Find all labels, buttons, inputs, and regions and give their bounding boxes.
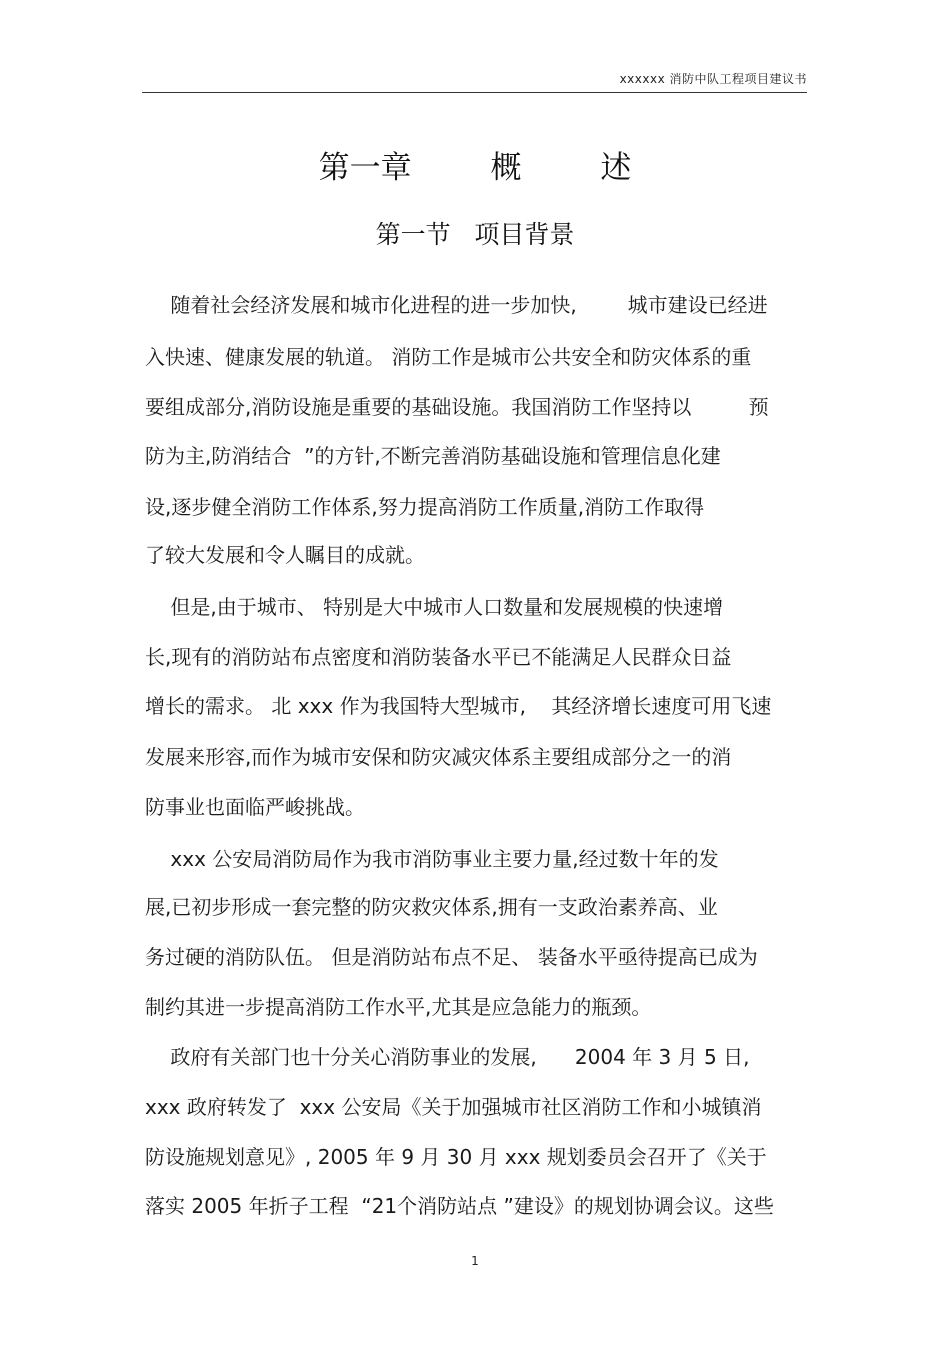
page-number: 1 — [471, 1254, 479, 1268]
body-line: 长,现有的消防站布点密度和消防装备水平已不能满足人民群众日益 — [145, 645, 732, 669]
body-line: xxx 政府转发了 xxx 公安局《关于加强城市社区消防工作和小城镇消 — [145, 1095, 762, 1119]
chapter-title: 第一章 概 述 — [318, 150, 632, 186]
body-line: xxx 公安局消防局作为我市消防事业主要力量,经过数十年的发 — [145, 847, 719, 871]
body-line: 随着社会经济发展和城市化进程的进一步加快, 城市建设已经进 — [145, 293, 768, 317]
header-divider — [142, 92, 807, 93]
body-line: 但是,由于城市、 特别是大中城市人口数量和发展规模的快速增 — [145, 595, 724, 619]
body-line: 防事业也面临严峻挑战。 — [145, 795, 365, 819]
section-title: 第一节 项目背景 — [375, 220, 575, 249]
body-line: 入快速、健康发展的轨道。 消防工作是城市公共安全和防灾体系的重 — [145, 345, 752, 369]
body-line: 展,已初步形成一套完整的防灾救灾体系,拥有一支政治素养高、业 — [145, 895, 718, 919]
body-line: 增长的需求。 北 xxx 作为我国特大型城市, 其经济增长速度可用飞速 — [145, 694, 772, 718]
body-line: 防设施规划意见》, 2005 年 9 月 30 月 xxx 规划委员会召开了《关于 — [145, 1145, 767, 1169]
body-line: 了较大发展和令人瞩目的成就。 — [145, 543, 425, 567]
body-line: 政府有关部门也十分关心消防事业的发展, 2004 年 3 月 5 日, — [145, 1045, 750, 1069]
body-line: 发展来形容,而作为城市安保和防灾减灾体系主要组成部分之一的消 — [145, 745, 732, 769]
body-line: 设,逐步健全消防工作体系,努力提高消防工作质量,消防工作取得 — [145, 495, 705, 519]
body-line: 制约其进一步提高消防工作水平,尤其是应急能力的瓶颈。 — [145, 995, 652, 1019]
body-line: 要组成部分,消防设施是重要的基础设施。我国消防工作坚持以 预 — [145, 395, 769, 419]
body-line: 防为主,防消结合 ”的方针,不断完善消防基础设施和管理信息化建 — [145, 444, 721, 468]
running-header: xxxxxx 消防中队工程项目建议书 — [619, 72, 807, 86]
body-line: 务过硬的消防队伍。 但是消防站布点不足、 装备水平亟待提高已成为 — [145, 945, 758, 969]
body-line: 落实 2005 年折子工程 “21个消防站点 ”建设》的规划协调会议。这些 — [145, 1194, 774, 1218]
